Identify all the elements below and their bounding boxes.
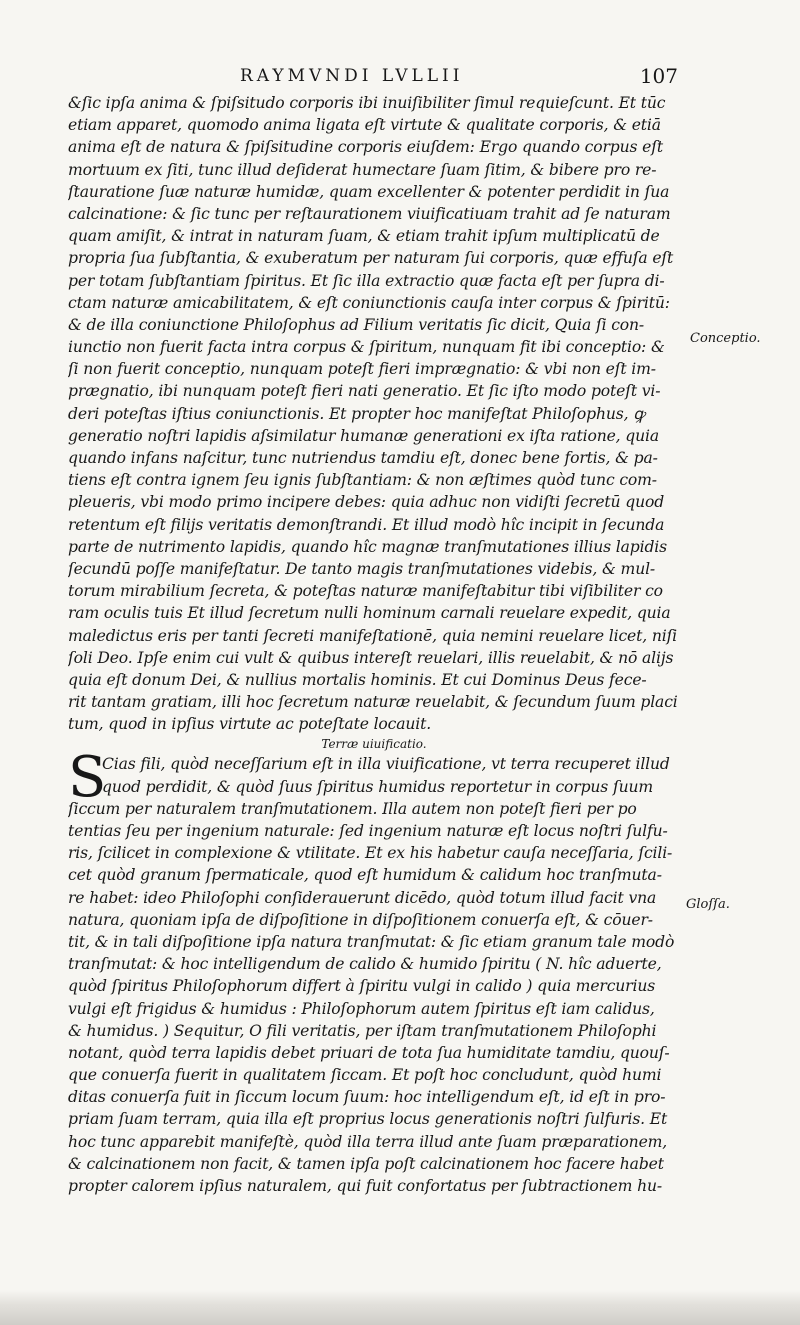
text-line: prægnatio, ibi nunquam poteſt fieri nati generatio. Et ſic iſto modo poteſt vi- (68, 382, 661, 401)
text-line: ſoli Deo. Ipſe enim cui vult & quibus intereſt reuelari, illis reuelabit, & nō alijs (68, 648, 674, 667)
text-line: hoc tunc apparebit manifeſtè, quòd illa terra illud ante ſuam præparationem, (68, 1132, 668, 1151)
text-line: vulgi eſt frigidus & humidus : Philoſophorum autem ſpiritus eſt iam calidus, (68, 999, 655, 1018)
text-line: ram oculis tuis Et illud ſecretum nulli hominum carnali reuelare expedit, quia (68, 604, 671, 623)
text-line: calcinatione: & ſic tunc per reſtaurationem viuificatiuam trahit ad ſe naturam (68, 204, 671, 223)
text-line: propter calorem ipſius naturalem, qui fuit confortatus per ſubtractionem hu- (68, 1177, 662, 1195)
text-block (68, 92, 680, 1197)
text-line: mortuum ex ſiti, tunc illud deſiderat humectare ſuam ſitim, & bibere pro re- (68, 160, 657, 179)
text-line: generatio noſtri lapidis aſsimilatur humanæ generationi ex iſta ratione, quia (68, 426, 660, 445)
text-line: quando infans naſcitur, tunc nutriendus tamdiu eſt, donec bene fortis, & pa- (68, 449, 658, 467)
text-line: quòd ſpiritus Philoſophorum differt à ſpiritu vulgi in calido ) quia mercurius (68, 977, 656, 996)
text-line: natura, quoniam ipſa de diſpoſitione in diſpoſitionem conuerſa eſt, & cōuer- (68, 910, 653, 929)
text-line: ſtauratione ſuæ naturæ humidæ, quam excellenter & potenter perdidit in ſua (68, 182, 670, 201)
running-title: RAYMVNDI LVLLII (240, 66, 464, 86)
text-line: Cias fili, quòd neceſſarium eſt in illa viuificatione, vt terra recuperet illud (102, 755, 670, 774)
text-line: anima eſt de natura & ſpiſsitudine corporis eiuſdem: Ergo quando corpus eſt (68, 138, 663, 157)
text-line: torum mirabilium ſecreta, & poteſtas naturæ manifeſtabitur tibi viſibiliter co (68, 582, 663, 601)
text-line: ſi non fuerit conceptio, nunquam poteſt fieri imprægnatio: & vbi non eſt im- (68, 360, 656, 379)
drop-cap-initial: S (68, 745, 107, 811)
text-line: per totam ſubſtantiam ſpiritus. Et ſic illa extractio quæ facta eſt per ſupra di- (68, 271, 665, 290)
text-line: quod perdidit, & quòd ſuus ſpiritus humidus reportetur in corpus ſuum (102, 777, 654, 796)
text-line: tranſmutat: & hoc intelligendum de calido & humido ſpiritu ( N. hîc aduerte, (68, 955, 662, 974)
text-line: iunctio non fuerit facta intra corpus & ſpiritum, nunquam fit ibi conceptio: & (68, 338, 665, 357)
text-line: & calcinationem non facit, & tamen ipſa poſt calcinationem hoc facere habet (68, 1154, 664, 1173)
text-line: deri poteſtas iſtius coniunctionis. Et propter hoc manifeſtat Philoſophus, ꝙ (68, 404, 645, 423)
text-line: ſecundū poſſe manifeſtatur. De tanto magis tranſmutationes videbis, & mul- (68, 559, 656, 578)
text-line: ſiccum per naturalem tranſmutationem. Illa autem non poteſt fieri per po (68, 799, 637, 818)
text-line: re habet: ideo Philoſophi conſiderauerunt dicēdo, quòd totum illud facit vna (68, 888, 657, 907)
text-line: tit, & in tali diſpoſitione ipſa natura tranſmutat: & ſic etiam granum tale modò (68, 932, 675, 951)
text-line: etiam apparet, quomodo anima ligata eſt virtute & qualitate corporis, & etiā (68, 116, 661, 135)
text-line: quam amiſit, & intrat in naturam ſuam, & etiam trahit ipſum multiplicatū de (68, 227, 660, 246)
page-number: 107 (639, 64, 678, 88)
text-line: priam ſuam terram, quia illa eſt proprius locus generationis noſtri ſulfuris. Et (68, 1110, 668, 1129)
text-line: retentum eſt filijs veritatis demonſtrandi. Et illud modò hîc incipit in ſecunda (68, 515, 665, 534)
text-line: notant, quòd terra lapidis debet priuari de tota ſua humiditate tamdiu, quouſ- (68, 1043, 670, 1062)
text-line: &ſic ipſa anima & ſpiſsitudo corporis ibi inuiſibiliter ſimul requieſcunt. Et tūc (68, 94, 666, 112)
scan-edge-shadow (0, 1290, 800, 1325)
paragraph-1 (68, 92, 680, 735)
text-line: ditas conuerſa fuit in ſiccum locum ſuum: hoc intelligendum eſt, id eſt in pro- (68, 1088, 666, 1107)
text-line: tiens eſt contra ignem ſeu ignis ſubſtantiam: & non æſtimes quòd tunc com- (68, 471, 657, 490)
text-line: parte de nutrimento lapidis, quando hîc magnæ tranſmutationes illius lapidis (68, 537, 667, 556)
text-line: & de illa coniunctione Philoſophus ad Filium veritatis ſic dicit, Quia ſi con- (68, 315, 645, 334)
text-line: propria ſua ſubſtantia, & exuberatum per naturam ſui corporis, quæ effuſa eſt (68, 249, 674, 268)
text-line: quia eſt donum Dei, & nullius mortalis hominis. Et cui Dominus Deus fece- (68, 670, 647, 689)
text-line: cet quòd granum ſpermaticale, quod eſt humidum & calidum hoc tranſmuta- (68, 866, 662, 885)
margin-note-conceptio: Conceptio. (690, 331, 761, 346)
text-line: ris, ſcilicet in complexione & vtilitate. Et ex his habetur cauſa neceſſaria, ſcili- (68, 844, 673, 863)
text-line: & humidus. ) Sequitur, O fili veritatis, per iſtam tranſmutationem Philoſophi (68, 1021, 657, 1040)
section-heading: Terræ uiuificatio. (321, 737, 427, 752)
text-line: tum, quod in ipſius virtute ac poteſtate locauit. (68, 715, 432, 734)
text-line: que conuerſa fuerit in qualitatem ſiccam. Et poſt hoc concludunt, quòd humi (68, 1066, 662, 1085)
paragraph-2 (68, 745, 680, 1197)
text-line: pleueris, vbi modo primo incipere debes: quia adhuc non vidiſti ſecretū quod (68, 493, 665, 512)
running-head (68, 60, 678, 90)
margin-note-glossa: Gloſſa. (686, 897, 730, 912)
text-line: rit tantam gratiam, illi hoc ſecretum naturæ reuelabit, & ſecundum ſuum placi (68, 693, 678, 712)
text-line: maledictus eris per tanti ſecreti manifeſtationē, quia nemini reuelare licet, niſi (68, 626, 678, 645)
text-line: ctam naturæ amicabilitatem, & eſt coniunctionis cauſa inter corpus & ſpiritū: (68, 293, 670, 312)
text-line: tentias ſeu per ingenium naturale: ſed ingenium naturæ eſt locus noſtri ſulfu- (68, 822, 668, 840)
